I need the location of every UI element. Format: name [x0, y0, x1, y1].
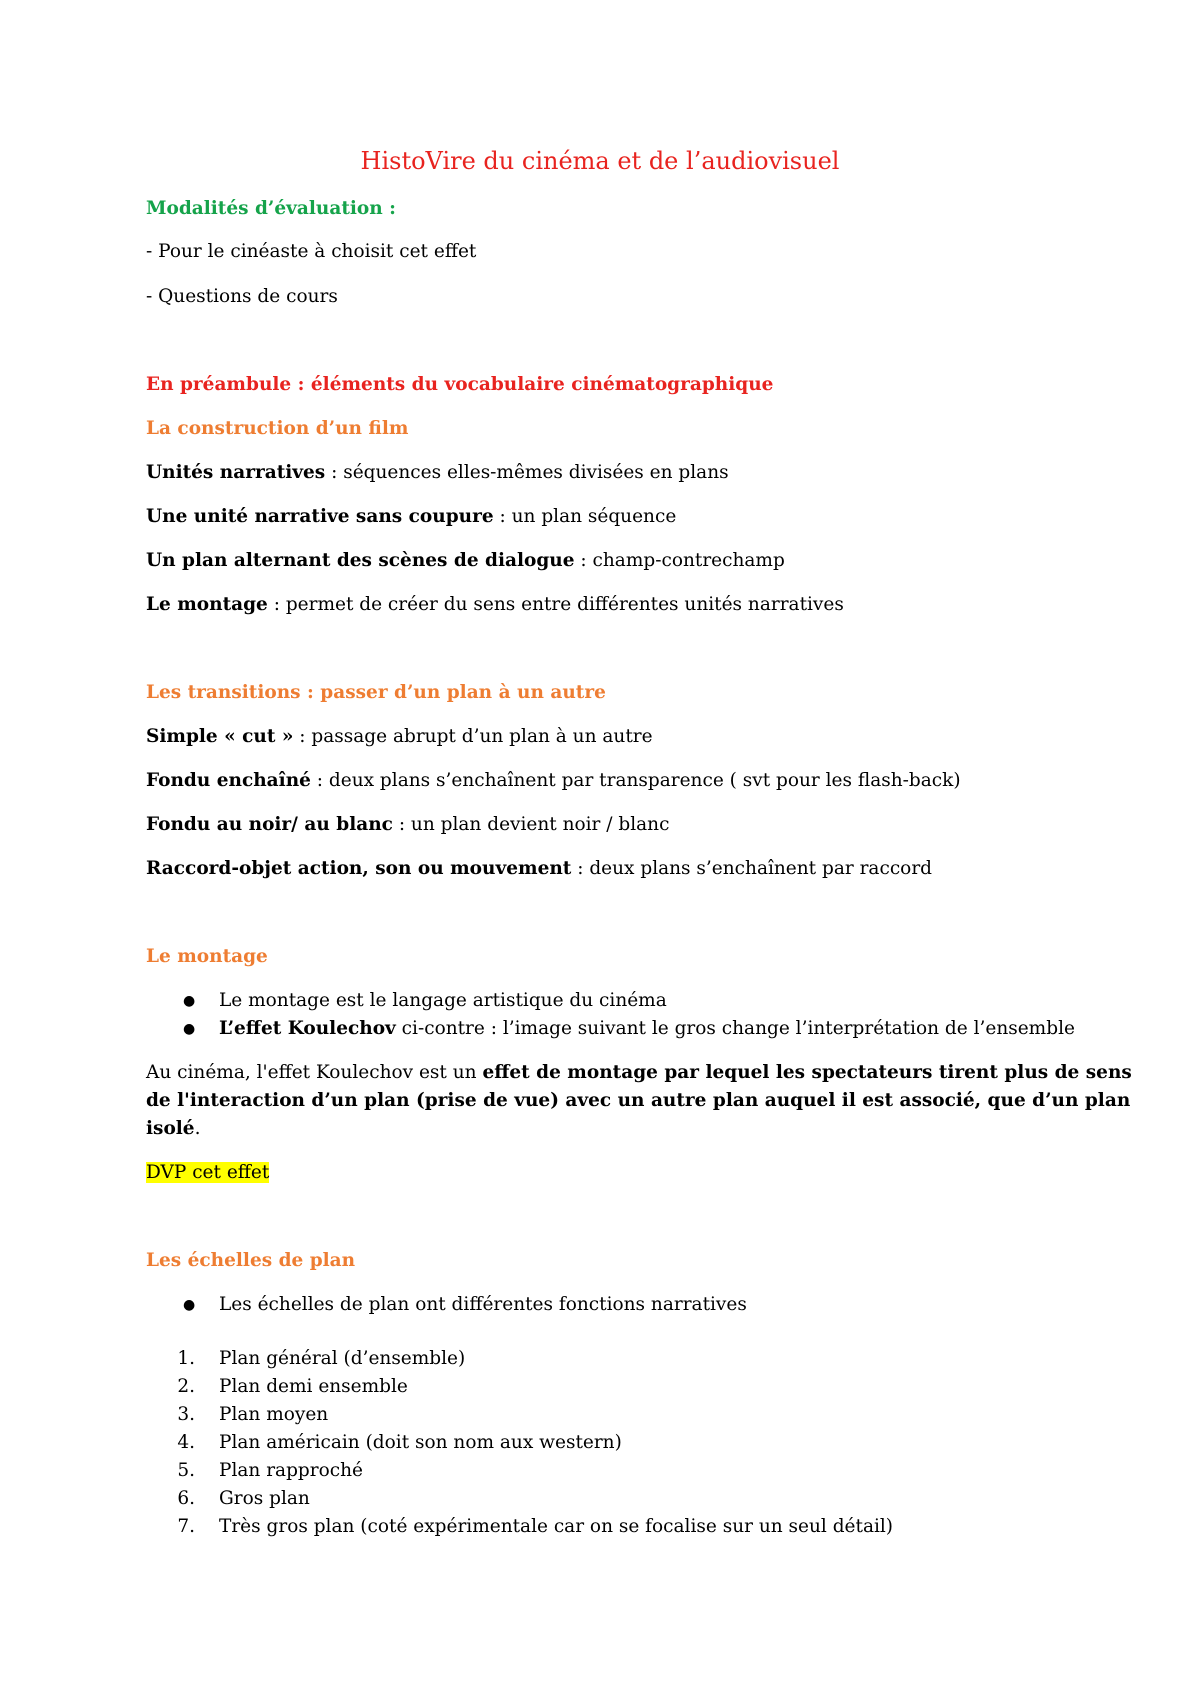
list-number: 7. [177, 1516, 195, 1537]
definition-line [146, 461, 729, 485]
list-item: Plan rapproché [219, 1460, 363, 1481]
montage-bullet-text: Le montage est le langage artistique du cinéma [219, 990, 667, 1011]
highlighted-note: DVP cet effet [146, 1162, 270, 1183]
definition-term: Simple « cut » [146, 726, 294, 747]
koulechov-text: ci-contre : l’image suivant le gros change l’interprétation de l’ensemble [395, 1018, 1075, 1039]
koulechov-paragraph-bold: isolé [146, 1118, 195, 1139]
definition-line [146, 857, 932, 881]
list-number: 1. [177, 1348, 195, 1369]
list-number: 2. [177, 1376, 195, 1397]
definition-term: Le montage [146, 594, 268, 615]
list-number: 3. [177, 1404, 195, 1425]
koulechov-paragraph-end: . [194, 1118, 201, 1139]
definition-line [146, 593, 844, 617]
list-item: Plan demi ensemble [219, 1376, 408, 1397]
list-item: Gros plan [219, 1488, 310, 1509]
definition-text: : deux plans s’enchaînent par transparence ( svt pour les flash-back) [310, 770, 961, 791]
highlight-line [146, 1161, 269, 1185]
bullet-icon: ● [183, 993, 196, 1009]
definition-term: Fondu au noir/ au blanc [146, 814, 393, 835]
definition-text: : passage abrupt d’un plan à un autre [293, 726, 653, 747]
definition-term: Unités narratives [146, 462, 326, 483]
list-item: Plan américain (doit son nom aux western) [219, 1432, 622, 1453]
koulechov-paragraph-line-1 [146, 1061, 1132, 1085]
preambule-heading: En préambule : éléments du vocabulaire cinématographique [146, 374, 774, 395]
echelles-heading: Les échelles de plan [146, 1250, 356, 1271]
koulechov-term: L’effet Koulechov [219, 1018, 396, 1039]
definition-text: : un plan devient noir / blanc [392, 814, 670, 835]
evaluation-heading: Modalités d’évaluation : [146, 198, 396, 219]
list-item: Très gros plan (coté expérimentale car on se focalise sur un seul détail) [219, 1516, 894, 1537]
definition-term: Un plan alternant des scènes de dialogue [146, 550, 575, 571]
definition-text: : deux plans s’enchaînent par raccord [571, 858, 933, 879]
definition-text: : un plan séquence [493, 506, 677, 527]
bullet-icon: ● [183, 1297, 196, 1313]
koulechov-paragraph-line-2: de l'interaction d’un plan (prise de vue) avec un autre plan auquel il est associé, que d’un plan [146, 1090, 1131, 1111]
list-number: 5. [177, 1460, 195, 1481]
bullet-icon: ● [183, 1021, 196, 1037]
montage-bullet-line [219, 1017, 1075, 1041]
koulechov-paragraph-intro: Au cinéma, l'effet Koulechov est un [146, 1062, 483, 1083]
definition-line [146, 769, 961, 793]
transitions-heading: Les transitions : passer d’un plan à un autre [146, 682, 606, 703]
definition-line [146, 549, 785, 573]
evaluation-item: - Pour le cinéaste à choisit cet effet [146, 241, 477, 262]
definition-text: : champ-contrechamp [574, 550, 785, 571]
construction-heading: La construction d’un film [146, 418, 409, 439]
koulechov-paragraph-bold: effet de montage par lequel les spectateurs tirent plus de sens [482, 1062, 1132, 1083]
definition-text: : séquences elles-mêmes divisées en plans [325, 462, 729, 483]
definition-term: Fondu enchaîné [146, 770, 311, 791]
echelles-bullet-text: Les échelles de plan ont différentes fonctions narratives [219, 1294, 747, 1315]
list-number: 4. [177, 1432, 195, 1453]
definition-line [146, 813, 669, 837]
document-title: HistoVire du cinéma et de l’audiovisuel [360, 147, 840, 175]
definition-term: Une unité narrative sans coupure [146, 506, 494, 527]
koulechov-paragraph-line-3 [146, 1117, 200, 1141]
list-item: Plan moyen [219, 1404, 329, 1425]
definition-term: Raccord-objet action, son ou mouvement [146, 858, 572, 879]
montage-heading: Le montage [146, 946, 268, 967]
list-number: 6. [177, 1488, 195, 1509]
definition-text: : permet de créer du sens entre différentes unités narratives [267, 594, 844, 615]
definition-line [146, 505, 676, 529]
definition-line [146, 725, 653, 749]
evaluation-item: - Questions de cours [146, 286, 338, 307]
list-item: Plan général (d’ensemble) [219, 1348, 466, 1369]
